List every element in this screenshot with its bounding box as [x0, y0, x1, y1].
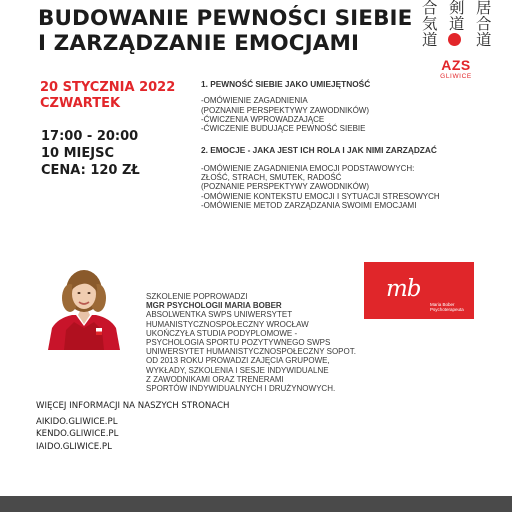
logo-city: GLIWICE — [440, 73, 472, 80]
trainer-portrait-image — [42, 264, 126, 350]
kanji-calligraphy — [418, 0, 494, 49]
event-places: 10 MIEJSC — [41, 146, 115, 161]
bio-line: UNIWERSYTET HUMANISTYCZNOSPOŁECZNY SOPOT. — [146, 347, 356, 357]
kanji-char: 道 — [449, 15, 465, 33]
bio-line: Z ZAWODNIKAMI ORAZ TRENERAMI — [146, 374, 284, 384]
event-date-line: 20 STYCZNIA 2022 — [40, 80, 176, 95]
mb-brand-text — [430, 302, 464, 312]
mb-brand-name: Maria Bober — [430, 302, 455, 307]
link-iaido[interactable]: IAIDO.GLIWICE.PL — [36, 441, 112, 452]
bottom-bar — [0, 496, 512, 512]
bio-line: HUMANISTYCZNOSPOŁECZNY WROCŁAW — [146, 319, 309, 329]
kanji-char: 道 — [422, 31, 438, 49]
title-line-1: BUDOWANIE PEWNOŚCI SIEBIE — [38, 6, 413, 31]
agenda-heading-2: 2. EMOCJE - JAKA JEST ICH ROLA I JAK NIMI ZARZĄDZAĆ — [201, 145, 437, 156]
logo-org-name: AZS — [441, 57, 471, 73]
link-aikido[interactable]: AIKIDO.GLIWICE.PL — [36, 416, 118, 427]
bio-line: UKOŃCZYŁA STUDIA PODYPLOMOWE - — [146, 328, 298, 338]
agenda-heading-1: 1. PEWNOŚĆ SIEBIE JAKO UMIEJĘTNOŚĆ — [201, 79, 371, 89]
bio-line: PSYCHOLOGIA SPORTU POZYTYWNEGO SWPS — [146, 338, 331, 348]
trainer-bio — [146, 292, 356, 393]
agenda — [201, 80, 501, 210]
kanji-char: 剣 — [449, 0, 465, 17]
bio-line: ABSOLWENTKA SWPS UNIWERSYTET — [146, 310, 293, 320]
agenda-item: -OMÓWIENIE METOD ZARZĄDZANIA SWOIMI EMOCJAMI — [201, 200, 417, 210]
bio-line: SPORTÓW INDYWIDUALNYCH I DRUŻYNOWYCH. — [146, 384, 336, 394]
kanji-column-aikido — [422, 0, 438, 48]
event-price: CENA: 120 ZŁ — [41, 163, 140, 178]
link-kendo[interactable]: KENDO.GLIWICE.PL — [36, 429, 119, 439]
trainer-lead: SZKOLENIE POPROWADZI — [146, 292, 248, 301]
mb-brand-tagline: Psychoterapeuta — [430, 307, 464, 312]
poster-title — [38, 6, 412, 56]
footer-links — [36, 416, 229, 454]
agenda-item: (POZNANIE PERSPEKTYWY ZAWODNIKÓW) — [201, 105, 370, 115]
trainer-name: MGR PSYCHOLOGII MARIA BOBER — [146, 301, 282, 311]
footer-info-line: WIĘCEJ INFORMACJI NA NASZYCH STRONACH — [36, 401, 230, 411]
footer-info — [36, 400, 229, 453]
agenda-item: -OMÓWIENIE KONTEKSTU EMOCJI I SYTUACJI STRESOWYCH — [201, 191, 440, 201]
event-day-line: CZWARTEK — [40, 96, 121, 111]
mb-monogram: mb — [386, 276, 421, 302]
agenda-item: -OMÓWIENIE ZAGADNIENIA — [201, 96, 308, 106]
agenda-list-2 — [201, 164, 501, 210]
agenda-item: -ĆWICZENIA WPROWADZAJĄCE — [201, 114, 325, 124]
kanji-char: 気 — [422, 15, 438, 33]
trainer-photo — [42, 264, 126, 350]
kanji-column-iaido — [476, 0, 492, 48]
event-details — [41, 128, 140, 179]
title-line-2: I ZARZĄDZANIE EMOCJAMI — [38, 31, 360, 56]
bio-line: OD 2013 ROKU PROWADZI ZAJĘCIA GRUPOWE, — [146, 356, 330, 366]
kanji-column-kendo — [449, 0, 465, 32]
agenda-item: -OMÓWIENIE ZAGADNIENIA EMOCJI PODSTAWOWYCH: — [201, 163, 415, 173]
event-date — [40, 80, 175, 112]
trainer-bio-list — [146, 310, 356, 393]
agenda-list-1 — [201, 96, 501, 133]
kanji-char: 道 — [476, 31, 492, 49]
kanji-char: 居 — [476, 0, 492, 17]
agenda-item: (POZNANIE PERSPEKTYWY ZAWODNIKÓW) — [201, 182, 370, 192]
maria-bober-logo — [364, 262, 474, 319]
agenda-item: -ĆWICZENIE BUDUJĄCE PEWNOŚĆ SIEBIE — [201, 124, 366, 134]
kanji-char: 合 — [422, 0, 438, 17]
red-circle-icon — [448, 33, 461, 46]
event-time: 17:00 - 20:00 — [41, 129, 139, 144]
bio-line: WYKŁADY, SZKOLENIA I SESJE INDYWIDUALNE — [146, 365, 329, 375]
agenda-item: ZŁOŚĆ, STRACH, SMUTEK, RADOŚĆ — [201, 173, 342, 183]
kanji-char: 合 — [476, 15, 492, 33]
